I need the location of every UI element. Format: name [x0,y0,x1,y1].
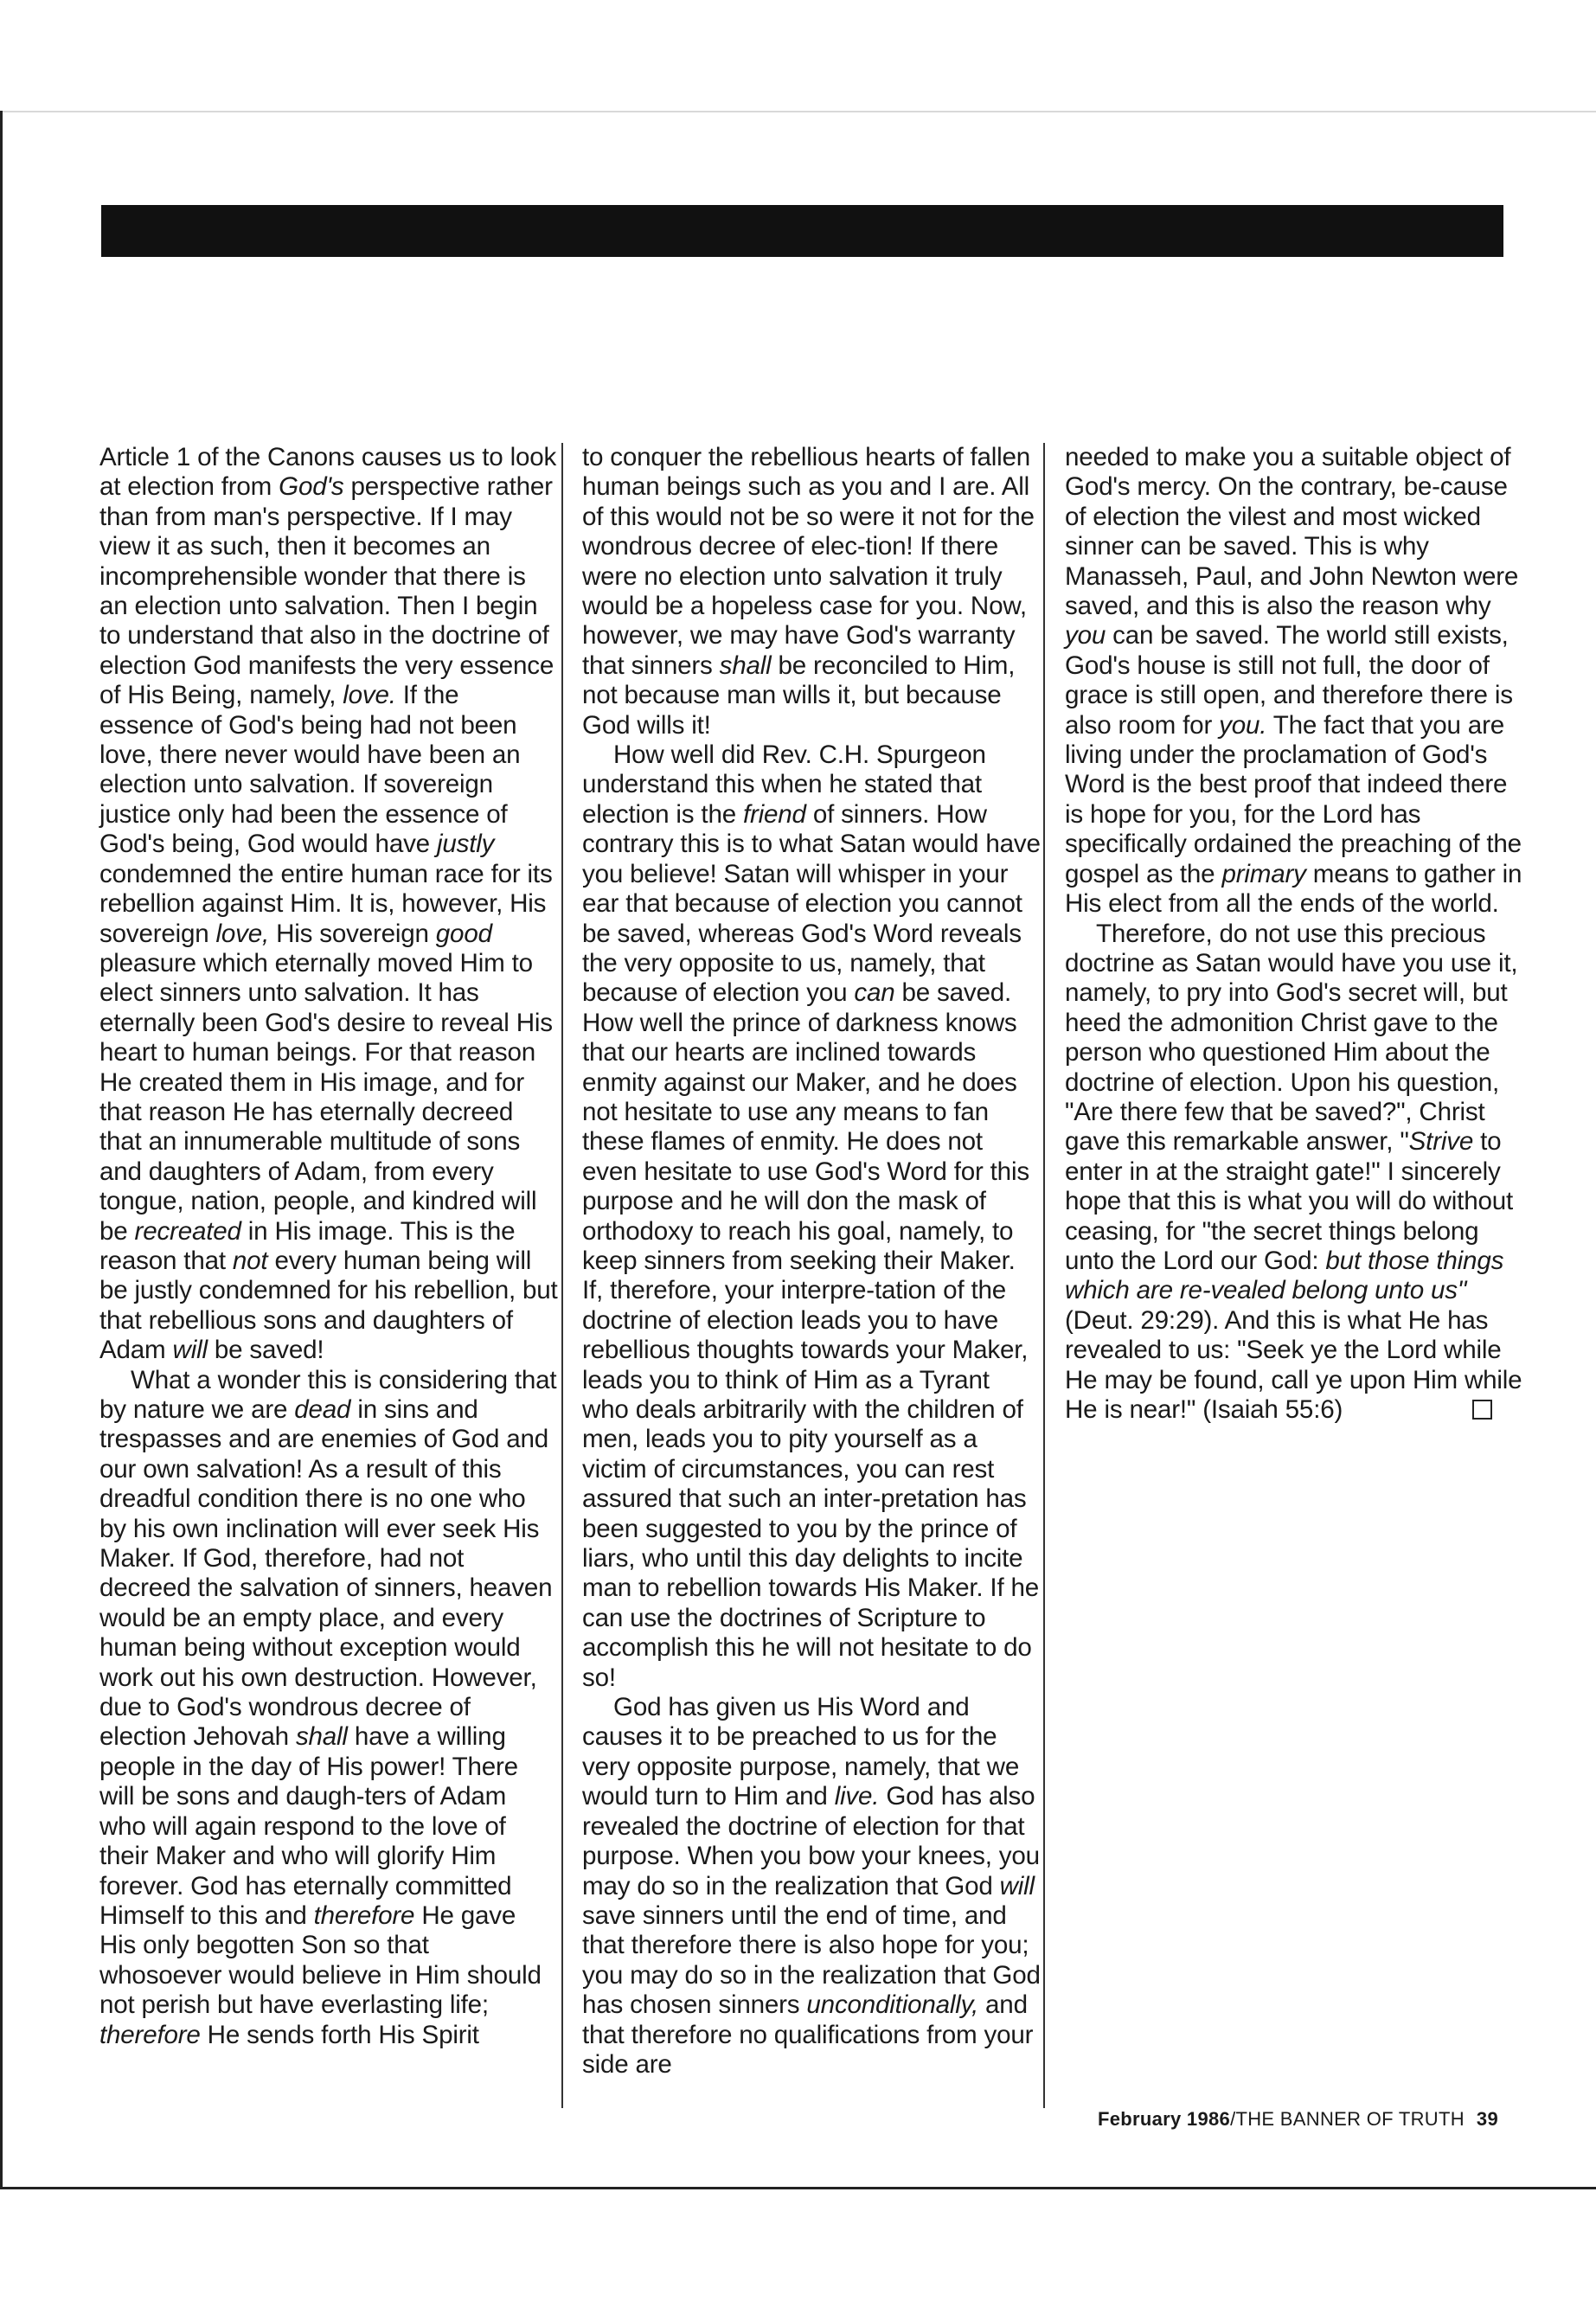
footer-separator: / [1230,2108,1236,2130]
footer-publication: THE BANNER OF TRUTH [1235,2108,1465,2130]
paragraph: What a wonder this is considering that by nature we are dead in sins and trespasses and are enemies of God and our own salvation! As a result of this dreadful condition there is no one who by his own inclination will ever seek His Maker. If God, therefore, had not decreed the salvation of sinners, heaven would be an empty place, and every human being without exception would work out his own destruction. However, due to God's wondrous decree of election Jehovah shall have a willing people in the day of His power! There will be sons and daugh-ters of Adam who will again respond to the love of their Maker and who will glorify Him forever. God has eternally committed Himself to this and therefore He gave His only begotten Son so that whosoever would believe in Him should not perish but have everlasting life; therefore He sends forth His Spirit [99,1365,557,2049]
column-3 [1065,443,1523,1425]
page-number: 39 [1476,2108,1498,2130]
column-2 [582,443,1041,2080]
paragraph: How well did Rev. C.H. Spurgeon understand this when he stated that election is the friend of sinners. How contrary this is to what Satan would have you believe! Satan will whisper in your ear that because of election you cannot be saved, whereas God's Word reveals the very opposite to us, namely, that because of election you can be saved. How well the prince of darkness knows that our hearts are inclined towards enmity against our Maker, and he does not hesitate to use any means to fan these flames of enmity. He does not even hesitate to use God's Word for this purpose and he will don the mask of orthodoxy to reach his goal, namely, to keep sinners from seeking their Maker. If, therefore, your interpre-tation of the doctrine of election leads you to have rebellious thoughts towards your Maker, leads you to think of Him as a Tyrant who deals arbitrarily with the children of men, leads you to pity yourself as a victim of circumstances, you can rest assured that such an inter-pretation has been suggested to you by the prince of liars, who until this day delights to incite man to rebellion towards His Maker. If he can use the doctrines of Scripture to accomplish this he will not hesitate to do so! [582,740,1041,1692]
left-page-edge [0,111,3,2187]
column-divider [561,443,563,2108]
column-divider [1043,443,1045,2108]
paragraph: Article 1 of the Canons causes us to look at election from God's perspective rather than from man's perspective. If I may view it as such, then it becomes an incomprehensible wonder that there is an election unto salvation. Then I begin to understand that also in the doctrine of election God manifests the very essence of His Being, namely, love. If the essence of God's being had not been love, there never would have been an election unto salvation. If sovereign justice only had been the essence of God's being, God would have justly condemned the entire human race for its rebellion against Him. It is, however, His sovereign love, His sovereign good pleasure which eternally moved Him to elect sinners unto salvation. It has eternally been God's desire to reveal His heart to human beings. For that reason He created them in His image, and for that reason He has eternally decreed that an innumerable multitude of sons and daughters of Adam, from every tongue, nation, people, and kindred will be recreated in His image. This is the reason that not every human being will be justly condemned for his rebellion, but that rebellious sons and daughters of Adam will be saved! [99,443,558,1365]
paragraph: Therefore, do not use this precious doctrine as Satan would have you use it, namely, to pry into God's secret will, but heed the admonition Christ gave to the person who questioned Him about the doctrine of election. Upon his question, "Are there few that be saved?", Christ gave this remarkable answer, "Strive to enter in at the straight gate!" I sincerely hope that this is what you will do without ceasing, for "the secret things belong unto the Lord our God: but those things which are re-vealed belong unto us" (Deut. 29:29). And this is what He has revealed to us: "Seek ye the Lord while He may be found, call ye upon Him while He is near!" (Isaiah 55:6) [1065,919,1522,1424]
column-1 [99,443,558,2050]
top-edge-rule [0,111,1596,112]
header-black-bar [101,205,1503,257]
paragraph: to conquer the rebellious hearts of fallen human beings such as you and I are. All of this would not be so were it not for the wondrous decree of elec-tion! If there were no election unto salvation it truly would be a hopeless case for you. Now, however, we may have God's warranty that sinners shall be reconciled to Him, not because man wills it, but because God wills it! [582,443,1035,740]
paragraph: needed to make you a suitable object of God's mercy. On the contrary, be-cause of election the vilest and most wicked sinner can be saved. This is why Manasseh, Paul, and John Newton were saved, and this is also the reason why you can be saved. The world still exists, God's house is still not full, the door of grace is still open, and therefore there is also room for you. The fact that you are living under the proclamation of God's Word is the best proof that indeed there is hope for you, for the Lord has specifically ordained the preaching of the gospel as the primary means to gather in His elect from all the ends of the world. [1065,443,1522,919]
bottom-edge-rule [0,2187,1596,2189]
hollow-square-icon [1472,1400,1492,1420]
footer-date: February 1986 [1097,2108,1231,2130]
page-footer [1098,2108,1498,2131]
paragraph: God has given us His Word and causes it to be preached to us for the very opposite purpose, namely, that we would turn to Him and live. God has also revealed the doctrine of election for that purpose. When you bow your knees, you may do so in the realization that God will save sinners until the end of time, and that therefore there is also hope for you; you may do so in the realization that God has chosen sinners unconditionally, and that therefore no qualifications from your side are [582,1693,1041,2079]
